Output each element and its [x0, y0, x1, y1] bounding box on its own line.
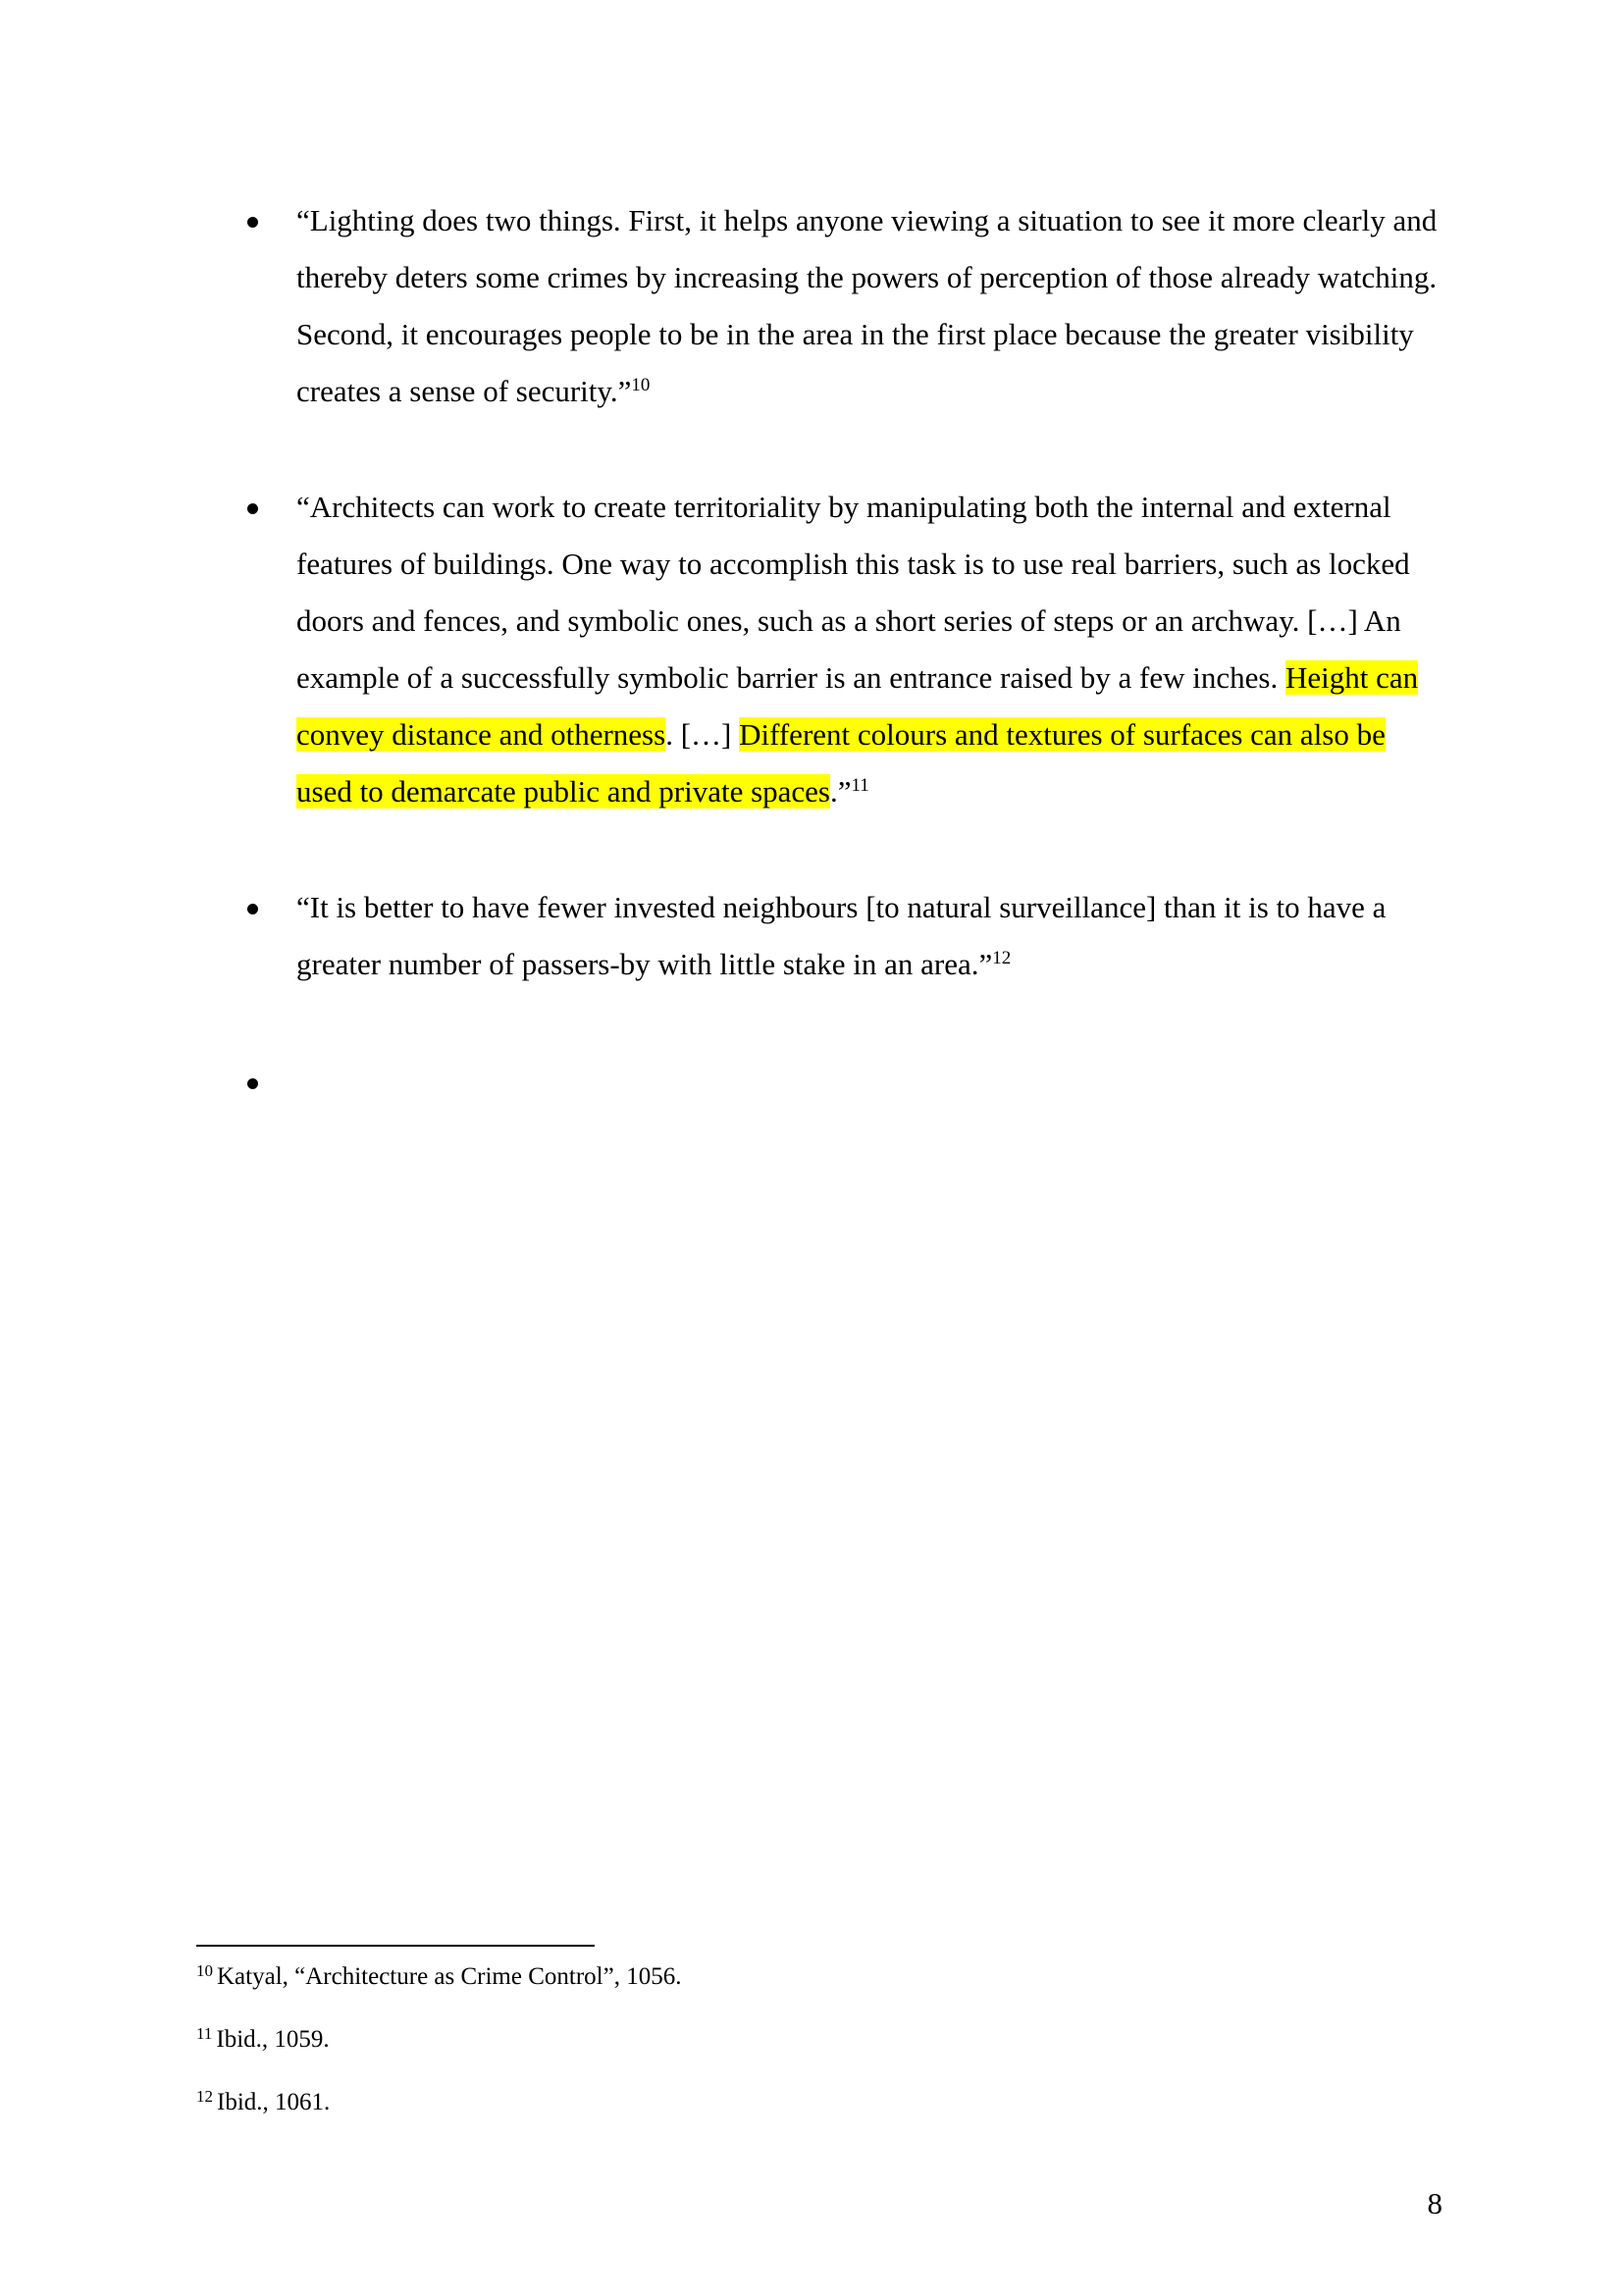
- empty-bullet-item: [296, 1054, 1446, 1111]
- footnote-text: Katyal, “Architecture as Crime Control”, 1056.: [217, 1963, 682, 1990]
- footnote-11: [196, 2025, 330, 2057]
- highlighted-text-colours: Different colours and textures of surfaces can also be used to demarcate public and private spaces: [296, 717, 1386, 808]
- footnote-ref-10[interactable]: 10: [631, 375, 651, 395]
- footnote-ref-12[interactable]: 12: [992, 948, 1012, 968]
- footnote-ref-11[interactable]: 11: [851, 775, 869, 796]
- quote-text: “Lighting does two things. First, it helps anyone viewing a situation to see it more clearly and thereby deters some crimes by increasing the powers of perception of those already watching. Second, it encourages people to be in the area in the first place because the greater visibility creates a sense of security.”: [296, 203, 1438, 408]
- footnote-number: 12: [196, 2087, 213, 2106]
- quote-text-middle: . […]: [665, 717, 740, 752]
- footnote-separator: [196, 1945, 595, 1947]
- quote-lighting: [296, 192, 1446, 420]
- quote-neighbours: [296, 879, 1446, 993]
- page-number: 8: [1427, 2186, 1442, 2220]
- footnote-number: 11: [196, 2024, 213, 2043]
- quote-text-end: .”: [830, 774, 852, 808]
- quote-architects: [296, 479, 1446, 820]
- footnote-text: Ibid., 1059.: [216, 2026, 330, 2053]
- quote-text: “It is better to have fewer invested neighbours [to natural surveillance] than it is to have a greater number of passers-by with little stake in an area.”: [296, 890, 1387, 981]
- highlighted-text-height: Height can convey distance and otherness: [296, 660, 1419, 752]
- footnote-text: Ibid., 1061.: [217, 2089, 331, 2115]
- footnote-10: [196, 1962, 681, 1994]
- quote-text: “Architects can work to create territoriality by manipulating both the internal and external features of buildings. One way to accomplish this task is to use real barriers, such as locked doors and fences, and symbolic ones, such as a short series of steps or an archway. […] An example of a successfully symbolic barrier is an entrance raised by a few inches.: [296, 490, 1410, 695]
- footnote-number: 10: [196, 1961, 213, 1980]
- footnote-12: [196, 2088, 330, 2119]
